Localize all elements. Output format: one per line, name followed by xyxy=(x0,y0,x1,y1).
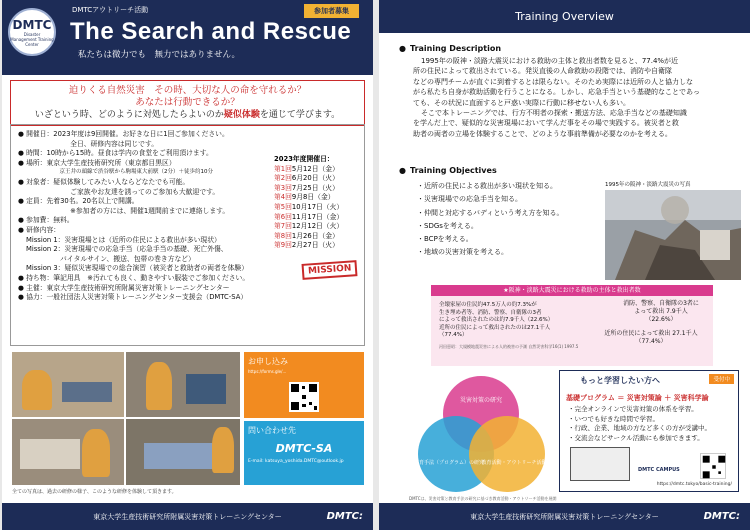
schedule-no: 第8回 xyxy=(274,231,292,240)
info-line: ● 開催日：2023年度は9回開催。お好きな日に1回ご参加ください。 xyxy=(18,130,229,138)
schedule-no: 第6回 xyxy=(274,212,292,221)
info-line: ● 参加費：無料。 xyxy=(18,216,74,225)
description-text xyxy=(413,56,739,139)
mission-2: Mission 2：災害現場での応急手当（応急手当の基礎、死亡外傷、 xyxy=(26,245,228,254)
desc-line: などの専門チームが直ぐに到着するとは限らない。そのため実際には近所の人と協力しな xyxy=(413,77,693,86)
info-line: ● 主催：東京大学生産技術研究所附属災害対策トレーニングセンター xyxy=(18,283,230,292)
stats-line: によって救出されたのは約7.9千人（22.6%） xyxy=(439,317,554,323)
venn-label-method: 教育手法（プログラム）の研究 xyxy=(414,460,484,466)
apply-box xyxy=(244,352,364,418)
rescue-stats-box xyxy=(431,296,713,366)
schedule-date: 7月25日（火） xyxy=(291,183,339,192)
info-line: ● 協力：一般社団法人災害対策トレーニングセンター支援会（DMTC-SA） xyxy=(18,293,248,302)
contact-box xyxy=(244,421,364,485)
photo-caption: 全ての写真は、過去の研修の様子、このような研修を体験して頂きます。 xyxy=(12,489,177,495)
stats-neighbor-rescue: 近所の住民によって救出 27.1千人（77.4%） xyxy=(604,330,698,345)
info-line: ご家族やお友達を誘ってのご参加も大歓迎です。 xyxy=(43,187,220,196)
schedule-date: 2月27日（火） xyxy=(291,241,339,250)
back-header xyxy=(379,0,750,33)
desc-line: 1995年の阪神・淡路大震災における救助の主体と救出者数を見ると、77.4%が近 xyxy=(421,57,679,65)
rescue-stats-title: ★阪神・淡路大震災における救助の主体と救出者数 xyxy=(431,285,713,296)
schedule-item xyxy=(274,174,362,184)
lead-text-end: を通じて学びます。 xyxy=(259,110,341,120)
main-title: The Search and Rescue xyxy=(70,18,352,45)
info-line: ● 研修内容： xyxy=(18,225,61,234)
stats-source: 河田恵昭：大規模地震災害による人的被害の予測 自然災害科学16(1) 1997.5 xyxy=(439,344,579,349)
contact-email[interactable]: E-mail: katsuya_yoshida.DMTC@outlook.jp xyxy=(248,459,344,464)
objective-item: ・SDGsを考える。 xyxy=(417,221,478,230)
rescue-stats-text xyxy=(439,302,553,340)
schedule-date: 6月20日（火） xyxy=(291,174,339,183)
outreach-label: DMTCアウトリーチ活動 xyxy=(72,6,149,14)
objectives-list xyxy=(417,180,563,260)
schedule-title: 2023年度開催日： xyxy=(274,155,334,163)
laptop-image xyxy=(570,447,630,481)
schedule-item xyxy=(274,203,362,213)
schedule-item xyxy=(274,241,362,251)
schedule-item xyxy=(274,193,362,203)
learn-url[interactable]: https://dmtc.tokyo/basic-training/ xyxy=(656,482,732,487)
schedule-list xyxy=(274,155,362,251)
qr-code-icon[interactable] xyxy=(289,382,319,412)
contact-brand: DMTC-SA xyxy=(275,442,333,455)
apply-title: お申し込み xyxy=(248,357,288,366)
schedule-item xyxy=(274,165,362,175)
schedule-date: 10月17日（火） xyxy=(291,202,344,211)
schedule-item xyxy=(274,222,362,232)
objective-item: ・仲間と対応するバディという考え方を知る。 xyxy=(417,208,564,217)
schedule-date: 11月17日（金） xyxy=(291,212,344,221)
earthquake-photo xyxy=(605,190,741,280)
schedule-item xyxy=(274,232,362,242)
schedule-no: 第9回 xyxy=(274,241,292,250)
info-line: ● 定員：先着30名。20名以上で開講。 xyxy=(18,197,139,206)
learn-feature: ・完全オンラインで災害対策の体系を学習。 xyxy=(568,405,698,413)
venn-label-research: 災害対策の研究 xyxy=(459,397,503,404)
contact-title: 問い合わせ先 xyxy=(248,426,296,435)
stats-line: 近所の住民によって救出されたのは27.1千人 xyxy=(439,324,551,331)
dmtc-logo: DMTC Disaster Management Training Center xyxy=(8,8,56,56)
accepting-badge: 受付中 xyxy=(709,374,734,384)
lead-highlight: 疑似体験 xyxy=(223,110,260,120)
desc-line: そこで本トレーニングでは、行方不明者の探索・搬送方法、応急手当などの基礎知識 xyxy=(421,109,687,118)
desc-line: ても、その状況に直面すると戸惑い実際に行動に移せない人も多い。 xyxy=(413,98,630,107)
objectives-heading: ● Training Objectives xyxy=(399,166,497,175)
qr-code-icon[interactable] xyxy=(700,453,726,479)
description-heading: ● Training Description xyxy=(399,44,502,53)
apply-url[interactable]: https://forms.gle/... xyxy=(248,369,287,374)
info-line: 全日、研修内容は同じです。 xyxy=(43,139,159,148)
objective-item: ・BCPを考える。 xyxy=(417,235,473,244)
flyer-back-page xyxy=(379,0,750,530)
schedule-no: 第3回 xyxy=(274,183,292,192)
info-line: ● 持ち物：筆記用具 ※汚れても良く、動きやすい服装でご参加ください。 xyxy=(18,273,250,282)
lead-text: いざという時、どのように対処したらよいのか xyxy=(34,110,224,120)
learn-features xyxy=(568,405,711,443)
objective-item: ・災害現場での応急手当を知る。 xyxy=(417,195,522,204)
desc-line: を学んだ上で、疑似的な災害現場において学んだ事をその場で実践する。被災者と救 xyxy=(413,119,679,128)
venn-diagram xyxy=(409,372,554,497)
training-photo xyxy=(126,419,240,485)
training-photo xyxy=(126,352,240,417)
learn-feature: ・行政、企業、地域の方など多くの方が受講中。 xyxy=(568,424,711,432)
schedule-no: 第5回 xyxy=(274,202,292,211)
training-photo-collage xyxy=(12,352,240,485)
main-subtitle: 私たちは微力でも 無力ではありません。 xyxy=(78,50,241,60)
learn-feature: ・交流会などサークル活動にも参加できます。 xyxy=(568,433,704,442)
basic-program-label: 基礎プログラム ＝ 災害対策論 ＋ 災害科学論 xyxy=(566,394,709,402)
training-photo xyxy=(12,352,124,417)
objective-item: ・地域の災害対策を考える。 xyxy=(417,248,508,257)
mission-1: Mission 1：災害現場とは（近所の住民による救出が多い現状） xyxy=(26,235,221,244)
footer-logo: DMTC: xyxy=(326,511,363,522)
learn-title-text: もっと学習したい方へ xyxy=(580,376,660,385)
lead-box xyxy=(10,80,365,126)
info-line: ※参加者の方には、開催1週間前までに連絡します。 xyxy=(43,206,230,215)
schedule-no: 第1回 xyxy=(274,164,292,173)
venn-caption: DMTCは、災害対策と教育手法の研究に基づき教育活動・アウトリーチ活動を展開 xyxy=(409,496,557,501)
desc-line: 助者の両者の立場を体験することで、どのような事前準備が必要なのかを考える。 xyxy=(413,129,672,138)
learn-more-box xyxy=(559,370,739,492)
venn-label-outreach: 教育活動・アウトリーチ活動 xyxy=(481,460,547,466)
desc-line: 所の住民によって救出されている。発災直後の人命救助の段階では、消防や自衛隊 xyxy=(413,67,672,76)
campus-logo: DMTC CAMPUS xyxy=(638,467,680,473)
flyer-front-page xyxy=(2,0,373,530)
schedule-date: 5月12日（金） xyxy=(291,164,339,173)
info-line: 京王井の頭線で渋谷駅から駒場東大前駅（2分）＋徒歩約10分 xyxy=(43,169,214,176)
footer-text: 東京大学生産技術研究所附属災害対策トレーニングセンター xyxy=(470,512,659,521)
info-line: ● 時間：10時から15時。昼食は学内の食堂をご利用頂けます。 xyxy=(18,149,213,158)
recruit-badge: 参加者募集 xyxy=(304,4,359,18)
lead-line-2: あなたは行動できるか？ xyxy=(135,97,240,108)
schedule-no: 第2回 xyxy=(274,174,292,183)
schedule-item xyxy=(274,213,362,223)
objectives-heading-text: Training Objectives xyxy=(409,166,497,175)
lead-line-3 xyxy=(15,109,360,121)
stats-line: 全壊家屋の住民約47.5万人の約7.3%が xyxy=(439,302,537,308)
training-photo xyxy=(12,419,124,485)
stats-line: （77.4%） xyxy=(439,332,468,338)
info-line: ● 対象者：疑似体験してみたい人ならどなたでも可能。 xyxy=(18,177,190,186)
schedule-no: 第7回 xyxy=(274,222,292,231)
desc-line: がら私たち自身が救助活動を行うことになる。しかし、応急手当という基礎的なことであっ xyxy=(413,88,700,97)
schedule-item xyxy=(274,184,362,194)
learn-feature: ・いつでも好きな時間で学習。 xyxy=(568,414,659,423)
schedule-no: 第4回 xyxy=(274,193,292,202)
schedule-date: 1月26日（金） xyxy=(291,231,339,240)
back-footer xyxy=(379,503,750,530)
front-header xyxy=(2,0,373,75)
earthquake-photo-caption: 1995年の阪神・淡路大震災の写真 xyxy=(605,182,691,188)
objective-item: ・近所の住民による救出が多い現状を知る。 xyxy=(417,182,557,190)
overview-title: Training Overview xyxy=(515,10,614,23)
footer-text: 東京大学生産技術研究所附属災害対策トレーニングセンター xyxy=(93,512,282,521)
description-heading-text: Training Description xyxy=(409,44,502,53)
mission-stamp: MISSION xyxy=(302,260,358,280)
footer-logo: DMTC: xyxy=(703,511,740,522)
stats-official-rescue: 消防、警察、自衛隊の3者によって救出 7.9千人（22.6%） xyxy=(623,300,699,323)
mission-2-cont: バイタルサイン、搬送、包帯の巻き方など） xyxy=(26,254,195,263)
stats-line: 生き埋め者等、消防、警察、自衛隊の3者 xyxy=(439,309,542,316)
schedule-date: 9月8日（金） xyxy=(291,193,335,202)
info-line: ● 場所：東京大学生産技術研究所（東京都目黒区） xyxy=(18,158,176,167)
lead-line-1: 迫りくる自然災害 その時、大切な人の命を守れるか？ xyxy=(68,85,307,96)
mission-3: Mission 3：疑似災害現場での総合演習（被災者と救助者の両者を体験） xyxy=(26,264,248,273)
schedule-date: 12月12日（火） xyxy=(291,222,344,231)
front-footer xyxy=(2,503,373,530)
